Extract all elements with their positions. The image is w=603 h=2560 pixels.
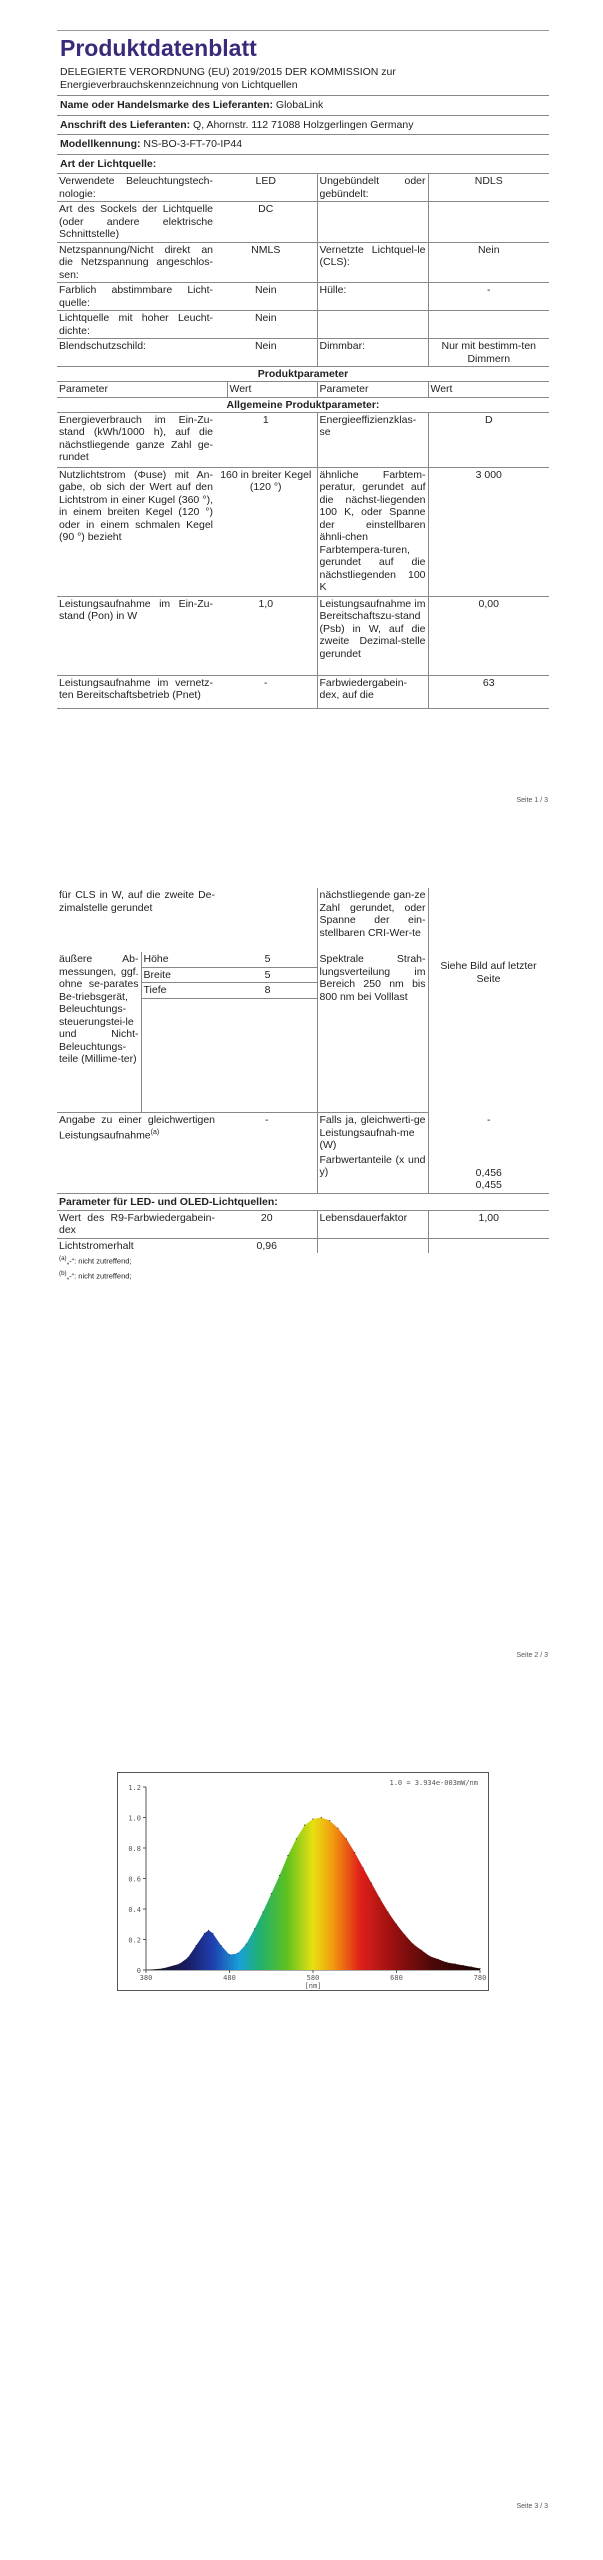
light-type-heading: Art der Lichtquelle:	[57, 155, 549, 175]
light-row-lv: DC	[215, 202, 317, 243]
equivalent-value: -	[265, 1114, 269, 1126]
footnotes	[57, 1253, 549, 1282]
maintenance-value: 0,96	[256, 1239, 277, 1252]
spectrum-point	[337, 1828, 338, 1829]
page-footer: Seite 2 / 3	[516, 1652, 548, 1659]
page-title: Produktdatenblatt	[60, 35, 257, 61]
light-row-lv: NMLS	[215, 242, 317, 283]
maintenance-label: Lichtstromerhalt	[59, 1239, 134, 1252]
dimension-name: Höhe	[142, 952, 218, 967]
supplier-address-row	[57, 116, 549, 136]
light-row-r: Vernetzte Lichtquel-le (CLS):	[317, 242, 428, 283]
light-row	[57, 174, 549, 202]
y-tick-label: 1.2	[128, 1784, 141, 1792]
col-header-value-1: Wert	[227, 382, 317, 397]
light-row-rv: Nur mit bestimm-ten Dimmern	[428, 339, 549, 367]
spectrum-point	[379, 1898, 380, 1899]
param-row-r: ähnliche Farbtem-peratur, gerundet auf die nächst-liegenden 100 K, oder Spanne der einstellbaren ähnli-chen Farbtempera-turen, gerundet auf die nächstliegenden 100 K	[317, 467, 428, 596]
light-row	[57, 339, 549, 367]
x-tick-label: 680	[390, 1974, 403, 1982]
light-row-rv	[428, 311, 549, 339]
dimension-name: Tiefe	[142, 983, 218, 999]
light-row-l: Lichtquelle mit hoher Leucht-dichte:	[59, 312, 213, 337]
spectrum-point	[421, 1950, 422, 1951]
datasheet-page-2	[57, 888, 549, 1282]
x-tick-label: 580	[306, 1974, 320, 1982]
spectrum-point	[471, 1966, 472, 1967]
chromaticity-y: 0,455	[475, 1179, 502, 1191]
param-row-l: Leistungsaufnahme im Ein-Zu-stand (Pon) in W	[57, 596, 215, 675]
y-tick-label: 0	[136, 1967, 141, 1975]
spectrum-point	[404, 1934, 405, 1935]
spectrum-point	[346, 1838, 347, 1839]
param-row-rv: D	[428, 413, 549, 468]
spectrum-point	[354, 1852, 355, 1853]
light-row-rv: NDLS	[428, 174, 549, 202]
continued-table	[57, 888, 549, 1113]
param-row-lv: 160 in breiter Kegel (120 °)	[215, 467, 317, 596]
spectrum-point	[237, 1953, 238, 1954]
light-row-r: Ungebündelt oder gebündelt:	[317, 174, 428, 202]
x-tick-label: 380	[139, 1974, 153, 1982]
supplier-address-label: Anschrift des Lieferanten:	[60, 118, 191, 131]
light-row-r: Dimmbar:	[317, 339, 428, 367]
light-row	[57, 242, 549, 283]
spectrum-point	[208, 1930, 209, 1931]
supplier-name-value: GlobaLink	[275, 99, 324, 111]
spectrum-point	[262, 1911, 263, 1912]
dimensions-label: äußere Ab-messungen, ggf. ohne se-parates Be-triebsgerät, Beleuchtungs-steuerungstei-le und Nicht-Beleuchtungs-teile (Millime-ter)	[57, 952, 141, 1113]
param-row-rv: 0,00	[428, 596, 549, 675]
page-2	[0, 880, 603, 1670]
spectral-chart-svg	[118, 1773, 488, 1990]
chromaticity-x: 0,456	[475, 1166, 502, 1179]
param-row	[57, 467, 549, 596]
light-row-l: Art des Sockels der Lichtquelle (oder andere elektrische Schnittstelle)	[59, 203, 213, 240]
col-header-param-1: Parameter	[57, 382, 227, 397]
param-row-l: Leistungsaufnahme im vernetz-ten Bereitschaftsbetrieb (Pnet)	[57, 675, 215, 708]
survival-label: Lebensdauerfaktor	[317, 1211, 428, 1239]
supplier-name-row	[57, 96, 549, 116]
model-label: Modellkennung:	[60, 138, 141, 150]
spectrum-point	[479, 1968, 480, 1969]
param-row-lv: 1	[215, 413, 317, 468]
dimension-row	[142, 952, 318, 967]
spectral-label: Spektrale Strah-lungsverteilung im Bereich 250 nm bis 800 nm bei Volllast	[317, 952, 428, 1113]
light-row	[57, 283, 549, 311]
x-axis-label: [nm]	[304, 1982, 322, 1990]
model-row	[57, 135, 549, 155]
light-row-l: Netzspannung/Nicht direkt an die Netzspannung angeschlos-sen:	[59, 243, 213, 281]
general-params-heading: Allgemeine Produktparameter:	[57, 398, 549, 413]
led-params-heading: Parameter für LED- und OLED-Lichtquellen:	[57, 1194, 549, 1211]
spectrum-point	[204, 1933, 205, 1934]
spectrum-point	[279, 1875, 280, 1876]
survival-value: 1,00	[428, 1211, 549, 1239]
spectrum-point	[187, 1957, 188, 1958]
cls-power-cont: für CLS in W, auf die zweite De-zimalstelle gerundet	[59, 889, 216, 914]
equivalent-label: Angabe zu einer gleichwertigen Leistungsaufnahme	[59, 1114, 215, 1141]
y-tick-label: 0.8	[128, 1845, 141, 1853]
spectrum-point	[162, 1968, 163, 1969]
light-row-rv	[428, 202, 549, 243]
cri-cont: nächstliegende gan-ze Zahl gerundet, oder Spanne der ein-stellbaren CRI-Wer-te	[317, 888, 428, 952]
dimension-value: 5	[218, 967, 318, 983]
y-tick-label: 1.0	[128, 1814, 141, 1823]
light-row-r: Hülle:	[317, 283, 428, 311]
param-row-l: Nutzlichtstrom (Φuse) mit An-gabe, ob sich der Wert auf den Lichtstrom in einer Kugel (360 °), in einem breiten Kegel (120 °) oder in einem schmalen Kegel (90 °) bezieht	[57, 467, 215, 596]
param-row	[57, 596, 549, 675]
spectral-distribution-chart	[117, 1772, 489, 1991]
param-row-lv: 1,0	[215, 596, 317, 675]
equivalent-table	[57, 1113, 549, 1194]
spectrum-point	[312, 1818, 313, 1819]
spectrum-point	[413, 1943, 414, 1944]
spectrum-point	[463, 1965, 464, 1966]
equivalent-footnote-mark: (a)	[150, 1128, 160, 1136]
dimensions-table	[142, 952, 318, 999]
light-row-rv: Nein	[428, 242, 549, 283]
light-row-lv: Nein	[215, 311, 317, 339]
param-row	[57, 675, 549, 708]
page-footer: Seite 1 / 3	[516, 797, 548, 804]
x-tick-label: 480	[223, 1974, 236, 1982]
param-row-rv: 63	[428, 675, 549, 708]
dimension-value: 5	[218, 952, 318, 967]
footnote-a: $^{(a)}$„-“: nicht zutreffend;	[59, 1255, 132, 1266]
top-divider	[57, 30, 549, 31]
spectrum-point	[221, 1945, 222, 1946]
footnote-b: $^{(b)}$„-“: nicht zutreffend;	[59, 1269, 132, 1280]
spectrum-point	[438, 1959, 439, 1960]
supplier-address-value: Q, Ahornstr. 112 71088 Holzgerlingen Germany	[193, 118, 414, 131]
param-row-lv: -	[215, 675, 317, 708]
spectrum-point	[179, 1963, 180, 1964]
product-params-header	[57, 382, 549, 398]
spectrum-point	[271, 1893, 272, 1894]
spectrum-point	[446, 1962, 447, 1963]
spectrum-point	[371, 1882, 372, 1883]
page-1	[0, 0, 603, 810]
y-tick-label: 0.4	[128, 1906, 141, 1914]
light-row	[57, 202, 549, 243]
equivalent-power-value: -	[428, 1113, 549, 1153]
datasheet-page-1	[57, 30, 549, 709]
led-params-table	[57, 1211, 549, 1254]
model-value: NS-BO-3-FT-70-IP44	[143, 138, 243, 150]
dimension-row	[142, 967, 318, 983]
equivalent-power-label: Falls ja, gleichwerti-ge Leistungsaufnah-me (W)	[317, 1113, 428, 1153]
light-source-table	[57, 174, 549, 367]
x-tick-label: 780	[473, 1974, 487, 1982]
param-row-rv: 3 000	[428, 467, 549, 596]
light-row-lv: Nein	[215, 339, 317, 367]
r9-value: 20	[217, 1211, 317, 1239]
param-row	[57, 413, 549, 468]
col-header-param-2: Parameter	[317, 382, 428, 397]
param-row-l: Energieverbrauch im Ein-Zu-stand (kWh/1000 h), auf die nächstliegende ganze Zahl ge-rundet	[57, 413, 215, 468]
light-row-lv: LED	[215, 174, 317, 202]
light-row-l: Farblich abstimmbare Licht-quelle:	[59, 284, 213, 309]
spectrum-point	[429, 1956, 430, 1957]
spectrum-point	[196, 1945, 197, 1946]
page-footer: Seite 3 / 3	[516, 2503, 548, 2510]
spectrum-point	[296, 1838, 297, 1839]
spectrum-point	[246, 1943, 247, 1944]
light-row-r	[317, 311, 428, 339]
light-row-l: Verwendete Beleuchtungstech-nologie:	[59, 175, 213, 200]
chart-annotation: 1.0 = 3.934e-003mW/nm	[389, 1779, 478, 1787]
light-row-lv: Nein	[215, 283, 317, 311]
spectral-value: Siehe Bild auf letzter Seite	[440, 960, 537, 985]
regulation-subtitle: DELEGIERTE VERORDNUNG (EU) 2019/2015 DER KOMMISSION zur Energieverbrauchskennzeichnung von Lichtquellen	[57, 64, 549, 96]
product-params-table	[57, 413, 549, 709]
y-tick-label: 0.2	[128, 1936, 141, 1945]
spectrum-point	[388, 1911, 389, 1912]
y-tick-label: 0.6	[128, 1875, 141, 1884]
param-row-r: Farbwiedergabein-dex, auf die	[317, 675, 428, 708]
spectrum-point	[329, 1820, 330, 1821]
spectrum-point	[363, 1867, 364, 1868]
dimension-value: 8	[218, 983, 318, 999]
spectrum-point	[321, 1817, 322, 1818]
spectrum-point	[287, 1855, 288, 1856]
spectrum-point	[304, 1825, 305, 1826]
spectrum-point	[229, 1954, 230, 1955]
dimension-row	[142, 983, 318, 999]
product-params-heading: Produktparameter	[57, 367, 549, 382]
spectrum-area	[146, 1818, 480, 1971]
spectrum-point	[396, 1924, 397, 1925]
chromaticity-label: Farbwertanteile (x und y)	[317, 1153, 428, 1194]
spectrum-point	[212, 1933, 213, 1934]
param-row-r: Energieeffizienzklas-se	[317, 413, 428, 468]
col-header-value-2: Wert	[428, 382, 549, 397]
supplier-name-label: Name oder Handelsmarke des Lieferanten:	[60, 99, 273, 111]
light-row-l: Blendschutzschild:	[57, 339, 215, 367]
dimension-name: Breite	[142, 967, 218, 983]
r9-label: Wert des R9-Farbwiedergabein-dex	[59, 1211, 215, 1236]
light-row-rv: -	[428, 283, 549, 311]
param-row-r: Leistungsaufnahme im Bereitschaftszu-stand (Psb) in W, auf die zweite Dezimal-stelle gerundet	[317, 596, 428, 675]
spectrum-point	[254, 1928, 255, 1929]
light-row	[57, 311, 549, 339]
light-row-r	[317, 202, 428, 243]
spectrum-point	[454, 1963, 455, 1964]
